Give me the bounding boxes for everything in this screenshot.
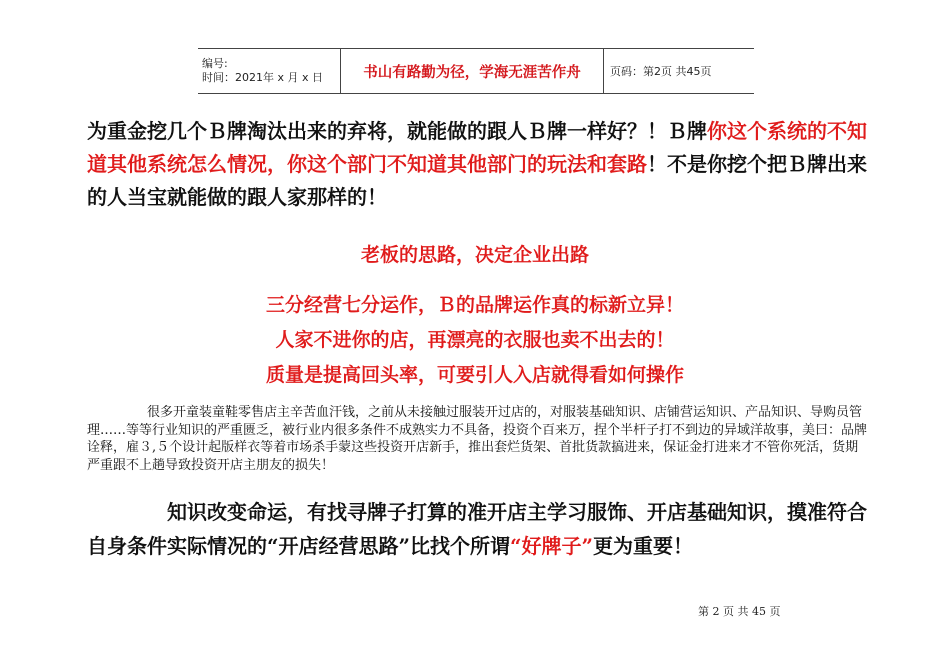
- paragraph-conclusion-highlight: “好牌子”: [510, 534, 594, 558]
- header-page-info: 页码：第2页 共45页: [610, 65, 712, 78]
- paragraph-conclusion-tail: 更为重要！: [593, 534, 694, 558]
- paragraph-conclusion: [87, 495, 877, 563]
- page-header: [198, 48, 754, 94]
- number-label: 编号:: [202, 57, 228, 70]
- headline-boss-thinking: 老板的思路，决定企业出路: [360, 244, 589, 266]
- paragraph-intro-tail: ！不是你挖个把Ｂ牌出来的人当宝就能做的跟人家那样的！: [87, 152, 867, 209]
- footer-page-number: 第 2 页 共 45 页: [698, 605, 781, 618]
- time-label: 时间：2021年 x 月 x 日: [202, 71, 323, 84]
- paragraph-conclusion-text: 知识改变命运，有找寻牌子打算的准开店主学习服饰、开店基础知识，摸准符合自身条件实际情况的“开店经营思路”比找个所谓: [87, 500, 867, 558]
- paragraph-intro-text: 为重金挖几个Ｂ牌淘汰出来的弃将，就能做的跟人Ｂ牌一样好？！Ｂ牌: [87, 119, 707, 143]
- slogan-2: 人家不进你的店，再漂亮的衣服也卖不出去的！: [275, 329, 675, 351]
- slogan-1: 三分经营七分运作，Ｂ的品牌运作真的标新立异！: [265, 294, 684, 316]
- slogan-3: 质量是提高回头率，可要引人入店就得看如何操作: [265, 364, 684, 386]
- paragraph-intro: [87, 115, 877, 214]
- paragraph-background: 很多开童装童鞋零售店主辛苦血汗钱，之前从未接触过服装开过店的，对服装基础知识、店铺营运知识、产品知识、导购员管理……等等行业知识的严重匮乏，被行业内很多条件不成熟实力不具备，投资个百来万，捏个半杆子打不到边的异域洋故事，美曰：品牌诠释，雇３,５个设计起版样衣等着市场杀手蒙这些投资开店新手，推出套烂货架、首批货款搞进来，保证金打进来才不管你死活，货期严重跟不上趟导致投资开店主朋友的损失！: [87, 405, 868, 473]
- header-meta: [198, 49, 341, 94]
- paragraph-intro-highlight: 你这个系统的不知道其他系统怎么情况，你这个部门不知道其他部门的玩法和套路: [87, 119, 867, 176]
- header-motto: 书山有路勤为径，学海无涯苦作舟: [341, 49, 604, 94]
